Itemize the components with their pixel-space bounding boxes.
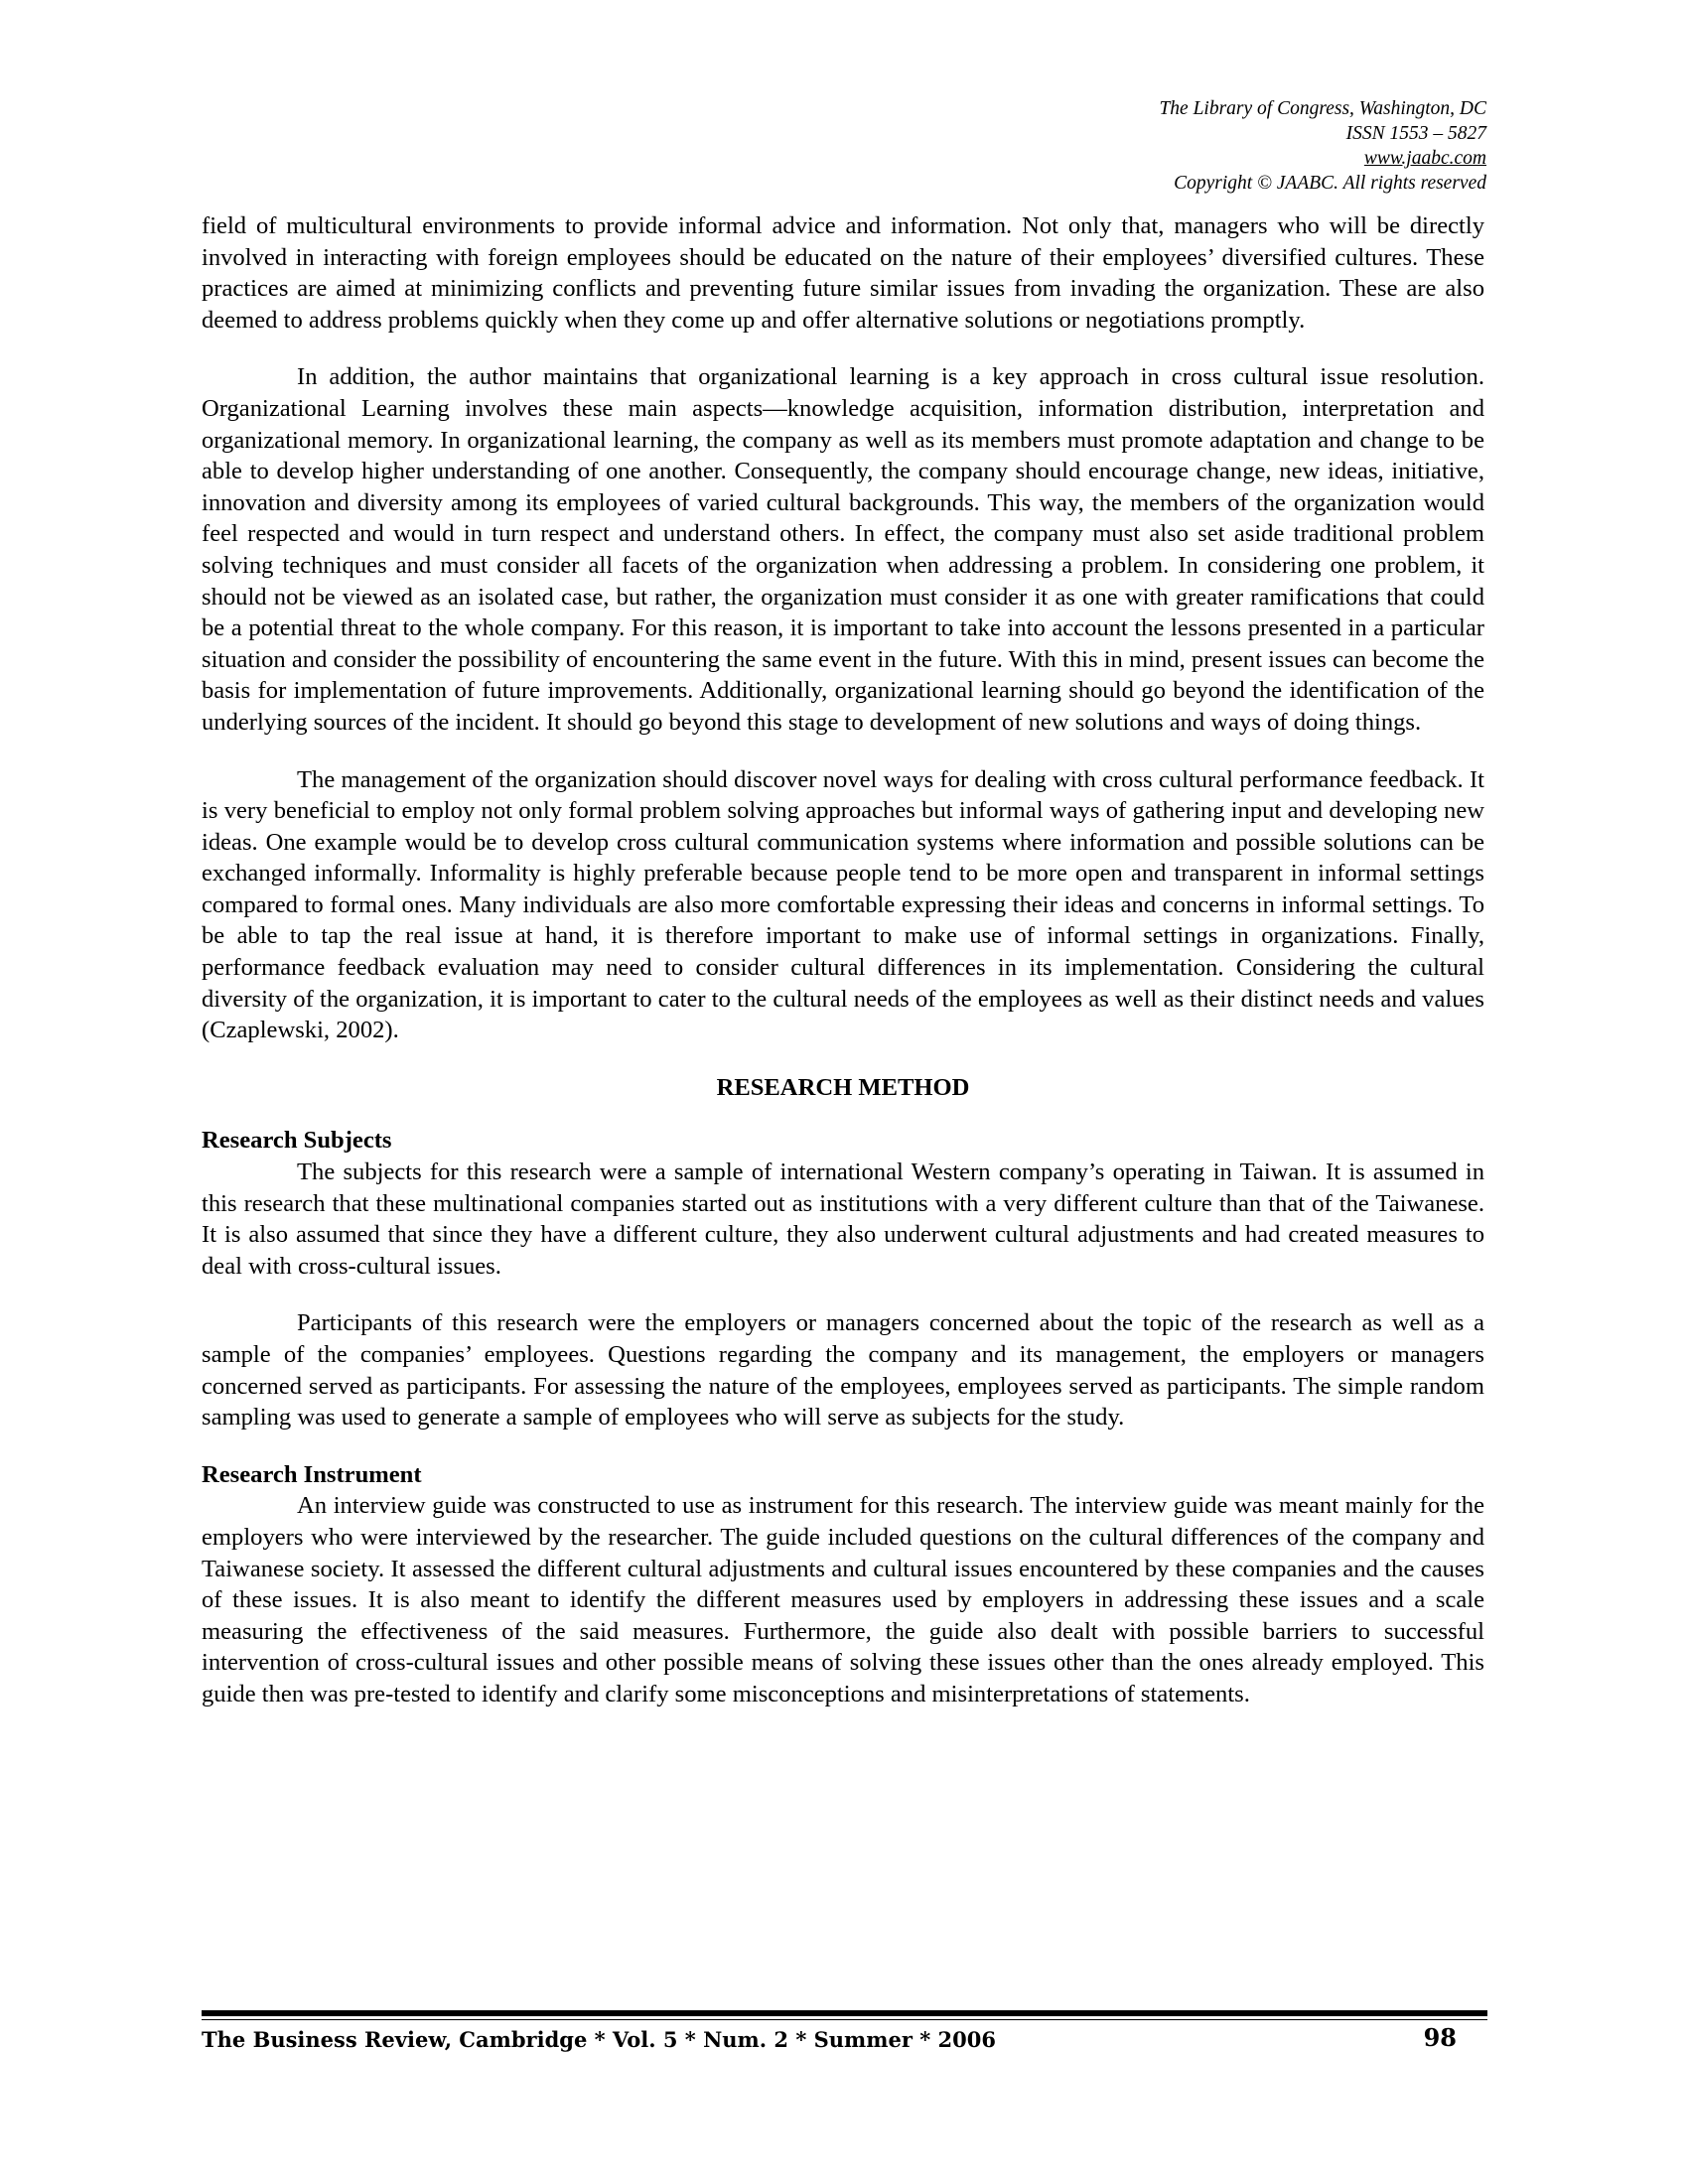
header-url-link[interactable]: www.jaabc.com: [1363, 148, 1486, 169]
paragraph-instrument: An interview guide was constructed to use as instrument for this research. The interview guide was meant mainly for the employers who were interviewed by the researcher. The guide included questions on the cultural differences of the company and Taiwanese society. It assessed the different cultural adjustments and cultural issues encountered by these companies and the causes of these issues. It is also meant to identify the different measures used by employers in addressing these issues and a scale measuring the effectiveness of the said measures. Furthermore, the guide also dealt with possible barriers to successful intervention of cross-cultural issues and other possible means of solving these issues other than the ones already employed. This guide then was pre-tested to identify and clarify some misconceptions and misinterpretations of statements.: [202, 1492, 1484, 1707]
header-copyright: Copyright © JAABC. All rights reserved: [1174, 173, 1486, 194]
paragraph-management-feedback: The management of the organization should discover novel ways for dealing with cross cultural performance feedback. It is very beneficial to employ not only formal problem solving approaches but informal ways of gathering input and developing new ideas. One example would be to develop cross cultural communication systems where information and possible solutions can be exchanged informally. Informality is highly preferable because people tend to be more open and transparent in informal settings compared to formal ones. Many individuals are also more comfortable expressing their ideas and concerns in informal settings. To be able to tap the real issue at hand, it is therefore important to make use of informal settings in organizations. Finally, performance feedback evaluation may need to consider cultural differences in its implementation. Considering the cultural diversity of the organization, it is important to cater to the cultural needs of the employees as well as their distinct needs and values (Czaplewski, 2002).: [202, 765, 1484, 1044]
subheading-research-subjects: Research Subjects: [202, 1127, 392, 1155]
page-number: 98: [1423, 2023, 1457, 2052]
section-title: RESEARCH METHOD: [716, 1073, 970, 1101]
page-header: [1159, 96, 1486, 196]
subheading-research-instrument: Research Instrument: [202, 1460, 422, 1488]
paragraph-subjects: The subjects for this research were a sample of international Western company’s operating in Taiwan. It is assumed in this research that these multinational companies started out as institutions with a very different culture than that of the Taiwanese. It is also assumed that since they have a different culture, they also underwent cultural adjustments and had created measures to deal with cross-cultural issues.: [202, 1159, 1484, 1280]
paragraph-participants: Participants of this research were the employers or managers concerned about the topic of the research as well as a sample of the companies’ employees. Questions regarding the company and its management, the employers or managers concerned served as participants. For assessing the nature of the employees, employees served as participants. The simple random sampling was used to generate a sample of employees who will serve as subjects for the study.: [202, 1309, 1484, 1432]
paragraph-organizational-learning: In addition, the author maintains that organizational learning is a key approach in cross cultural issue resolution. Organizational Learning involves these main aspects—knowledge acquisition, information distribution, interpretation and organizational memory. In organizational learning, the company as well as its members must promote adaptation and change to be able to develop higher understanding of one another. Consequently, the company should encourage change, new ideas, initiative, innovation and diversity among its employees of varied cultural backgrounds. This way, the members of the organization would feel respected and would in turn respect and understand others. In effect, the company must also set aside traditional problem solving techniques and must consider all facets of the organization when addressing a problem. In considering one problem, it should not be viewed as an isolated case, but rather, the organization must consider it as one with greater ramifications that could be a potential threat to the whole company. For this reason, it is important to take into account the lessons presented in a particular situation and consider the possibility of encountering the same event in the future. With this in mind, present issues can become the basis for implementation of future improvements. Additionally, organizational learning should go beyond the identification of the underlying sources of the incident. It should go beyond this stage to development of new solutions and ways of doing things.: [202, 363, 1484, 736]
header-issn: ISSN 1553 – 5827: [1345, 123, 1486, 144]
header-library: The Library of Congress, Washington, DC: [1159, 98, 1486, 119]
paragraph-continued: field of multicultural environments to provide informal advice and information. Not only that, managers who will be directly involved in interacting with foreign employees should be educated on the nature of their employees’ diversified cultures. These practices are aimed at minimizing conflicts and preventing future similar issues from invading the organization. These are also deemed to address problems quickly when they come up and offer alternative solutions or negotiations promptly.: [202, 212, 1484, 334]
page-body: [202, 210, 1484, 1710]
footer-divider: [202, 2010, 1487, 2020]
footer-journal: The Business Review, Cambridge * Vol. 5 * Num. 2 * Summer * 2006: [202, 2027, 996, 2052]
